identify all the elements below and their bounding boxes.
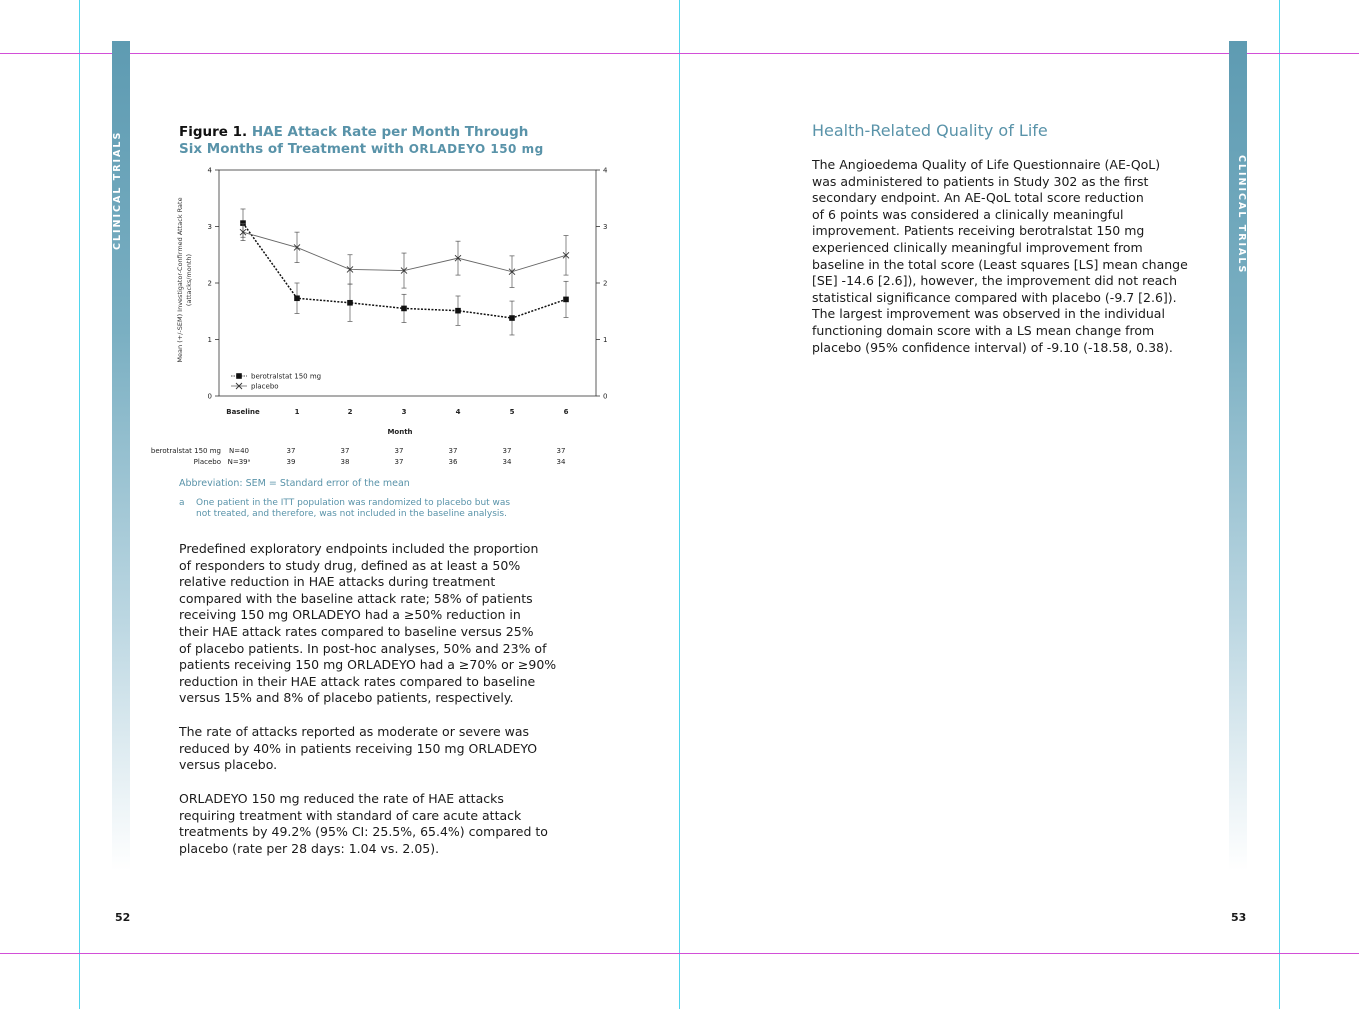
horizontal-guide (0, 953, 1359, 954)
vertical-guide (79, 0, 80, 1009)
series-berotralstat (240, 209, 569, 335)
x-tick-label: Baseline (226, 408, 260, 416)
n-table-cell: 37 (502, 447, 512, 455)
text-line: baseline in the total score (Least squares [LS] mean change (812, 256, 1188, 272)
n-table-cell: 37 (394, 458, 404, 466)
y-tick-label: 0 (207, 392, 212, 401)
legend-label: placebo (251, 382, 279, 391)
text-line: improvement. Patients receiving berotralstat 150 mg (812, 223, 1145, 239)
left-page-number: 52 (115, 911, 131, 924)
y-tick-label: 2 (207, 279, 212, 288)
text-line: compared with the baseline attack rate; 58% of patients (179, 590, 533, 606)
n-table-cell: 34 (502, 458, 512, 466)
abbreviation-note: Abbreviation: SEM = Standard error of the mean (179, 478, 410, 489)
n-table-row-label: Placebo (193, 458, 221, 466)
text-line: The Angioedema Quality of Life Questionnaire (AE-QoL) (812, 157, 1161, 172)
text-line: versus 15% and 8% of placebo patients, respectively. (179, 690, 514, 706)
x-tick-label: 5 (509, 408, 515, 416)
series-line (243, 232, 566, 272)
figure-title-line2: Six Months of Treatment with (179, 141, 409, 157)
left-section-tab-label: CLINICAL TRIALS (112, 130, 123, 250)
n-table-cell: N=40 (228, 447, 250, 455)
n-table-cell: 37 (286, 447, 296, 455)
y-tick-label: 4 (207, 166, 212, 175)
figure-prefix: Figure 1. (179, 124, 248, 140)
text-line: reduced by 40% in patients receiving 150 mg ORLADEYO (179, 740, 538, 756)
x-tick-label: 6 (563, 408, 569, 416)
n-table-cell: 38 (340, 458, 350, 466)
text-line: was administered to patients in Study 302 as the first (812, 173, 1149, 189)
section-heading: Health-Related Quality of Life (812, 121, 1048, 140)
acute-treatment-paragraph (179, 791, 548, 857)
y-tick-label: 3 (207, 223, 212, 231)
text-line: of responders to study drug, defined as at least a 50% (179, 557, 521, 573)
figure-title-brand: ORLADEYO 150 mg (408, 142, 544, 156)
y-tick-label-right: 3 (603, 223, 608, 231)
n-table-row-label: berotralstat 150 mg (150, 447, 221, 455)
footnote-line1: One patient in the ITT population was randomized to placebo but was (196, 498, 511, 508)
text-line: [SE] -14.6 [2.6]), however, the improvement did not reach (812, 273, 1178, 289)
data-point (563, 297, 569, 303)
figure-title-line1: HAE Attack Rate per Month Through (251, 124, 529, 140)
data-point (401, 306, 407, 312)
n-table-cell: 37 (448, 447, 458, 455)
moderate-severe-paragraph (179, 724, 537, 774)
plot-frame (219, 170, 596, 396)
footnote-mark: a (179, 498, 185, 508)
text-line: of 6 points was considered a clinically meaningful (812, 206, 1124, 222)
text-line: versus placebo. (179, 757, 278, 773)
text-line: relative reduction in HAE attacks during treatment (179, 574, 496, 590)
y-axis-label-line2: (attacks/month) (185, 253, 193, 307)
qol-paragraph (812, 157, 1188, 356)
right-section-tab-label: CLINICAL TRIALS (1236, 155, 1247, 275)
n-table-cell: N=39ᵃ (227, 458, 251, 466)
right-page-number: 53 (1231, 911, 1247, 924)
text-line: The largest improvement was observed in the individual (812, 306, 1165, 322)
text-line: placebo (rate per 28 days: 1.04 vs. 2.05). (179, 840, 440, 856)
figure-title (179, 124, 599, 158)
legend-label: berotralstat 150 mg (251, 372, 322, 381)
n-table-cell: 37 (340, 447, 350, 455)
vertical-guide (1279, 0, 1280, 1009)
text-line: secondary endpoint. An AE-QoL total score reduction (812, 190, 1144, 206)
text-line: reduction in their HAE attack rates compared to baseline (179, 673, 536, 689)
data-point (455, 308, 461, 314)
y-tick-label-right: 0 (603, 392, 608, 401)
text-line: placebo (95% confidence interval) of -9.10 (-18.58, 0.38). (812, 339, 1173, 355)
text-line: experienced clinically meaningful improvement from (812, 239, 1143, 255)
y-tick-label-right: 1 (603, 336, 608, 344)
x-axis-label: Month (387, 428, 413, 436)
text-line: The rate of attacks reported as moderate or severe was (179, 724, 530, 739)
x-tick-label: 3 (401, 408, 407, 416)
text-line: patients receiving 150 mg ORLADEYO had a ≥70% or ≥90% (179, 657, 557, 673)
responders-paragraph (179, 541, 556, 707)
text-line: statistical significance compared with placebo (-9.7 [2.6]). (812, 289, 1177, 305)
x-tick-label: 1 (294, 408, 300, 416)
data-point (509, 315, 515, 321)
x-tick-label: 2 (347, 408, 353, 416)
n-table-cell: 37 (556, 447, 566, 455)
n-table-cell: 37 (394, 447, 404, 455)
text-line: treatments by 49.2% (95% CI: 25.5%, 65.4%) compared to (179, 824, 548, 840)
footnote (179, 498, 559, 520)
text-line: ORLADEYO 150 mg reduced the rate of HAE attacks (179, 791, 504, 806)
data-point (294, 295, 300, 301)
text-line: of placebo patients. In post-hoc analyses, 50% and 23% of (179, 640, 547, 656)
x-tick-label: 4 (455, 408, 461, 416)
y-axis-label-line1: Mean (+/-SEM) Investigator-Confirmed Attack Rate (176, 197, 184, 363)
n-table-cell: 39 (286, 458, 296, 466)
y-tick-label-right: 2 (603, 279, 608, 288)
text-line: their HAE attack rates compared to baseline versus 25% (179, 623, 534, 639)
footnote-line2: not treated, and therefore, was not included in the baseline analysis. (196, 509, 507, 519)
legend-marker (236, 373, 242, 379)
text-line: functioning domain score with a LS mean change from (812, 322, 1155, 338)
n-table-cell: 36 (448, 458, 458, 466)
text-line: receiving 150 mg ORLADEYO had a ≥50% reduction in (179, 607, 521, 623)
horizontal-guide (0, 53, 1359, 54)
y-tick-label: 1 (207, 336, 212, 344)
attack-rate-chart (145, 160, 615, 472)
y-tick-label-right: 4 (603, 166, 608, 175)
series-placebo (240, 224, 569, 288)
data-point (347, 300, 353, 306)
text-line: requiring treatment with standard of care acute attack (179, 807, 522, 823)
vertical-guide (679, 0, 680, 1009)
text-line: Predefined exploratory endpoints included the proportion (179, 541, 539, 556)
n-table-cell: 34 (556, 458, 566, 466)
